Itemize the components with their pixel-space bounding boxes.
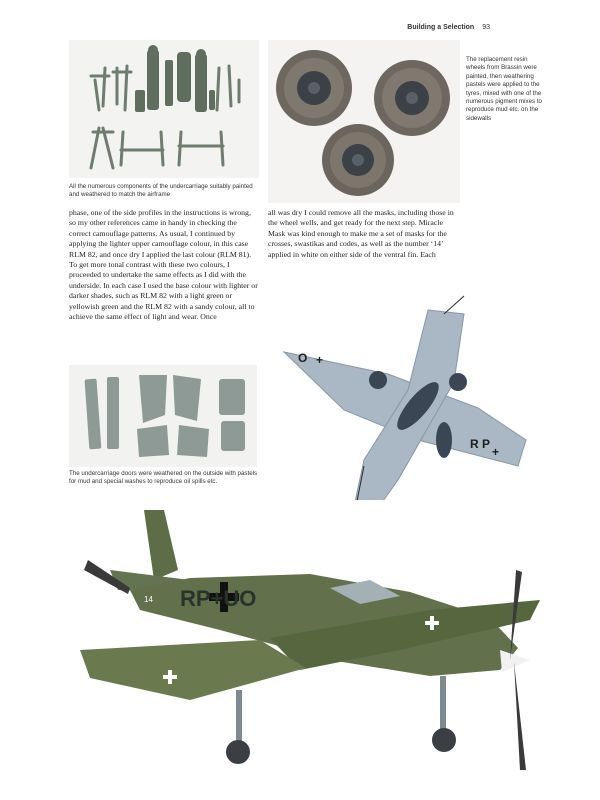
undercarriage-doors-photo <box>69 365 257 467</box>
body-text-left-column: phase, one of the side profiles in the instructions is wrong, so my other references came in handy in checking the correct camouflage patterns. As usual, I continued by applying the lighter upper camouflage colour, in this case RLM 82, and once dry I applied the last colour (RLM 81). To get more tonal contrast with these two colours, I proceeded to undertake the same effects as I did with the underside. In each case I used the base colour with lighter or darker shades, such as RLM 82 with a light green or yellowish green and the RLM 82 with a sandy colour, all to achieve the same effect of light and wear. Once <box>69 208 258 322</box>
section-title: Building a Selection <box>407 24 475 31</box>
svg-text:+: + <box>492 445 500 459</box>
svg-text:+: + <box>316 353 324 367</box>
fin-number-marking: 14 <box>144 595 153 604</box>
upper-code-marking: RP+UO <box>180 586 257 611</box>
wheels-caption: The replacement resin wheels from Brassin were painted, then weathering pastels were applied to the tyres, mixed with one of the numerous pigment mixes to reproduce mud etc. on the sidewalls <box>466 56 543 122</box>
undercarriage-components-photo <box>69 40 259 178</box>
undercarriage-caption: All the numerous components of the undercarriage suitably painted and weathered to match the airframe <box>69 183 253 199</box>
running-head <box>407 24 490 31</box>
undercarriage-doors-caption: The undercarriage doors were weathered on the outside with pastels for mud and special washes to reproduce oil spills etc. <box>69 470 258 486</box>
resin-wheels-photo <box>268 40 460 203</box>
body-text-right-column: all was dry I could remove all the masks, including those in the wheel wells, and get ready for the next step. Miracle Mask was kind enough to make me a set of masks for the crosses, swastikas and codes, as well as the number ‘14’ applied in white on either side of the ventral fin. Each <box>268 208 454 259</box>
underside-code-right: R P <box>470 437 491 451</box>
underside-code-left: O <box>298 351 308 365</box>
page-number: 93 <box>482 24 490 31</box>
aircraft-side-photo <box>70 500 540 775</box>
